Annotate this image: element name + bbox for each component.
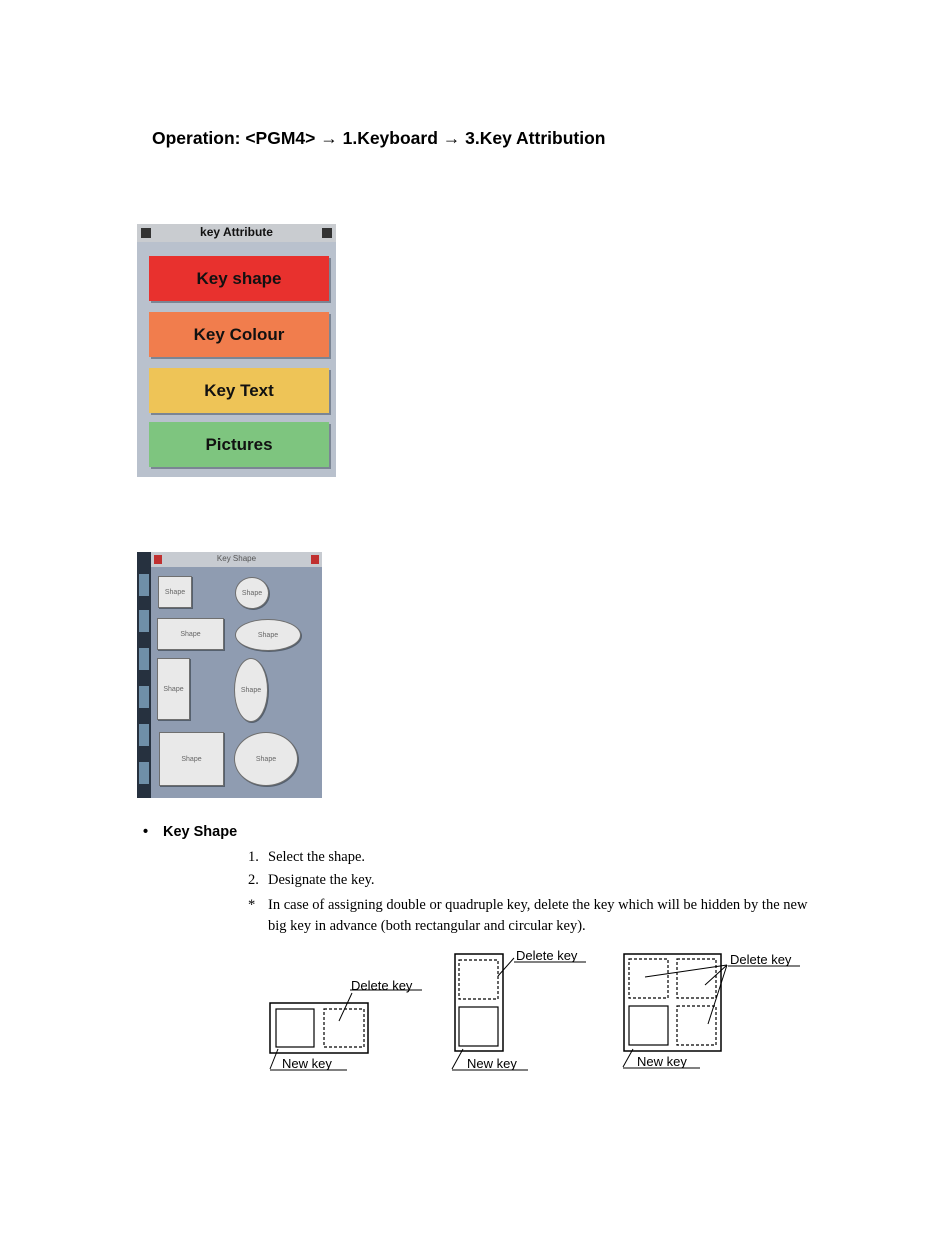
new-key-outline — [455, 954, 503, 1051]
pictures-button[interactable]: Pictures — [149, 422, 329, 467]
key-shape-title-bar — [151, 552, 322, 567]
solid-key — [629, 1006, 668, 1045]
step-item — [248, 872, 375, 889]
step-item — [248, 849, 365, 866]
double-vertical-figure — [452, 948, 586, 1071]
dashed-key — [459, 960, 498, 999]
shape-large-circle[interactable]: Shape — [234, 732, 298, 786]
solid-key — [276, 1009, 314, 1047]
new-key-label: New key — [282, 1056, 332, 1071]
note-mark: * — [248, 897, 256, 913]
step-number: 1. — [248, 849, 259, 865]
step-number: 2. — [248, 872, 259, 888]
key-shape-button[interactable]: Key shape — [149, 256, 329, 301]
new-key-outline — [624, 954, 721, 1051]
key-shape-title: Key Shape — [216, 554, 257, 563]
bullet-mark: • — [143, 824, 149, 840]
new-key-label: New key — [637, 1054, 687, 1069]
key-attribute-screenshot — [137, 224, 336, 477]
shape-wide-ellipse[interactable]: Shape — [235, 619, 301, 651]
dashed-key — [677, 1006, 716, 1045]
shape-tall-ellipse[interactable]: Shape — [234, 658, 268, 722]
section-heading-text: Key Shape — [163, 824, 238, 840]
dashed-key — [629, 959, 668, 998]
step-text: Select the shape. — [268, 849, 366, 865]
close-box-icon — [322, 228, 332, 238]
double-horizontal-figure — [270, 978, 422, 1071]
delete-key-label: Delete key — [516, 948, 578, 963]
quadruple-figure — [623, 952, 800, 1069]
delete-key-label: Delete key — [351, 978, 413, 993]
note-text: In case of assigning double or quadruple key, delete the key which will be hidden by the new big key in advance (both rectangular and circular key). — [268, 897, 808, 934]
shape-large-square[interactable]: Shape — [159, 732, 224, 786]
key-colour-button[interactable]: Key Colour — [149, 312, 329, 357]
shape-small-square[interactable]: Shape — [158, 576, 192, 608]
close-box-icon — [311, 555, 319, 564]
section-heading — [143, 824, 237, 840]
dashed-key — [677, 959, 716, 998]
solid-key — [459, 1007, 498, 1046]
shape-wide-rectangle[interactable]: Shape — [157, 618, 224, 650]
delete-key-diagram — [262, 945, 822, 1080]
key-text-button[interactable]: Key Text — [149, 368, 329, 413]
new-key-label: New key — [467, 1056, 517, 1071]
key-attribute-title-bar — [137, 224, 336, 242]
note-paragraph — [248, 895, 828, 937]
delete-key-label: Delete key — [730, 952, 792, 967]
operation-path: Operation: <PGM4> → 1.Keyboard → 3.Key Attribution — [152, 128, 606, 148]
side-toolbar — [137, 552, 151, 798]
key-shape-screenshot — [137, 552, 322, 798]
shape-small-circle[interactable]: Shape — [235, 577, 269, 609]
key-attribute-title: key Attribute — [200, 225, 273, 239]
step-text: Designate the key. — [268, 872, 375, 888]
new-key-outline — [270, 1003, 368, 1053]
dashed-key — [324, 1009, 364, 1047]
shape-tall-rectangle[interactable]: Shape — [157, 658, 190, 720]
